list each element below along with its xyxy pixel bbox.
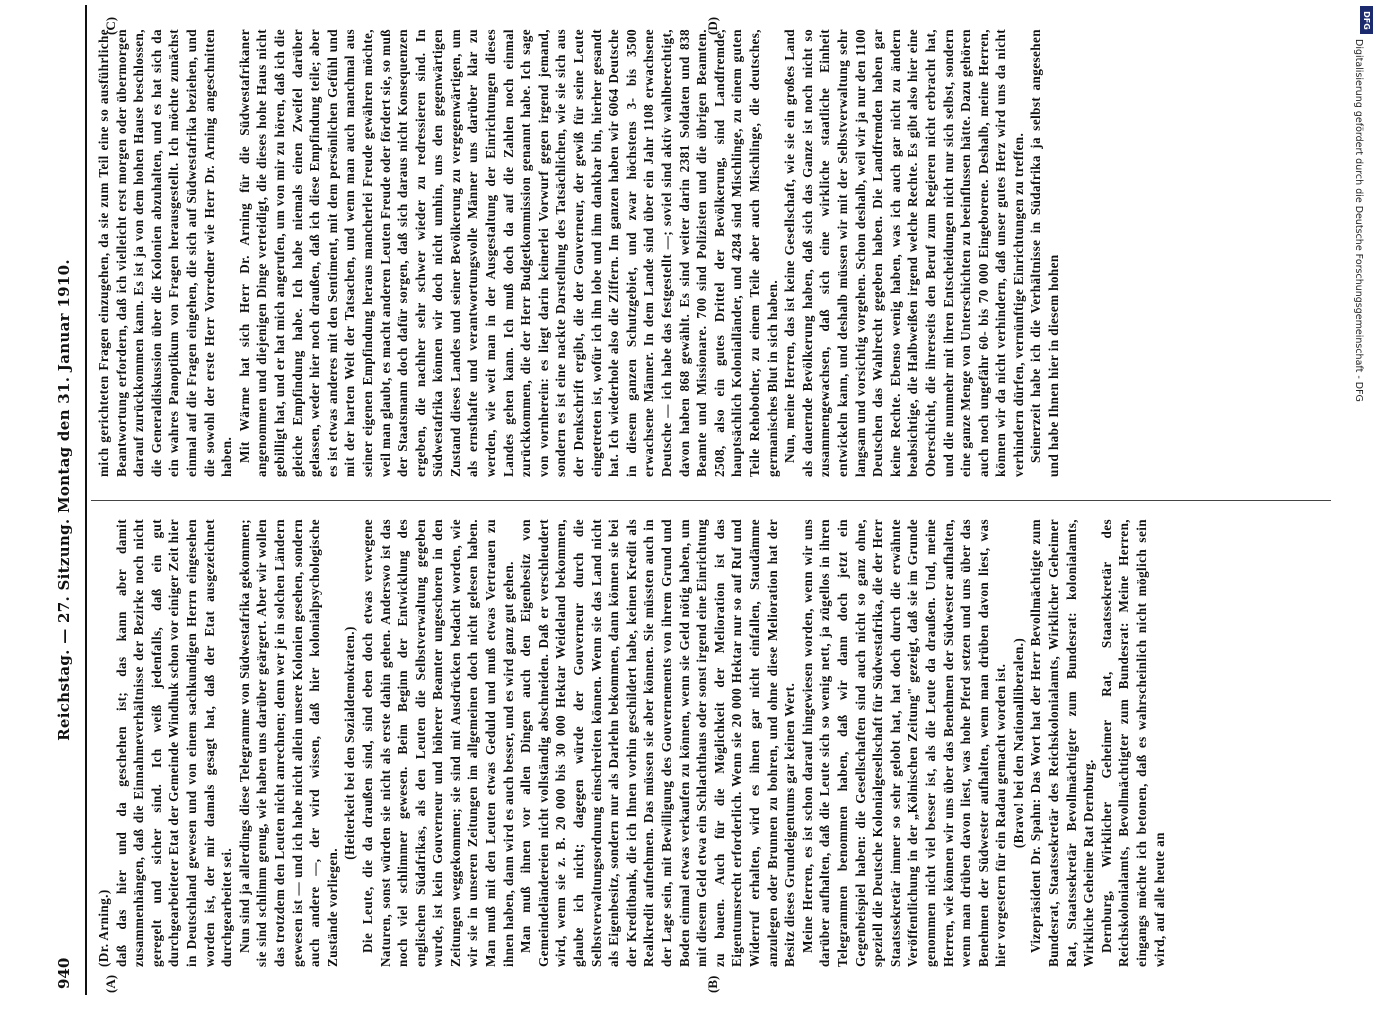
rotated-page <box>45 5 1345 995</box>
margin-marker-a: (A) <box>103 974 118 993</box>
paragraph: Seinerzeit habe ich die Verhältnisse in Südafrika ja selbst angesehen und habe Ihnen hier in diesem hohen <box>1028 29 1062 477</box>
right-column <box>95 29 1325 477</box>
page-number: 940 <box>55 957 73 989</box>
paragraph: Meine Herren, es ist schon darauf hingewiesen worden, wenn wir uns darüber aufhalten, daß die Leute sich so wenig nett, ja zügellos in ihren Telegrammen benommen haben, daß wir dann doch jetzt ein Gegenbeispiel haben: die Gesellschaften sind auch nicht so ganz ohne, speziell die Deutsche Kolonialgesellschaft für Südwestafrika, die der Herr Staatssekretär immer so sehr gelobt hat, hat doch durch die erwähnte Veröffentlichung in der „Kölnischen Zeitung" gezeigt, daß sie im Grunde genommen nicht viel besser ist, als die Leute da draußen. Und, meine Herren, wie können wir uns über das Benehmen der Südwester aufhalten, wenn man drüben davon liest, was hohe Pferd setzen und uns über das Benehmen der Südwester aufhalten, wenn man drüben davon liest, was hier vorgestern für ein Radau gemacht worden ist. <box>799 519 1009 967</box>
paragraph: Vizepräsident Dr. Spahn: Das Wort hat der Herr Bevollmächtigte zum Bundesrat, Staatssekretär des Reichskolonialamts, Wirklicher Geheimer Rat, Staatssekretär Bevollmächtigter zum Bundesrat: kolonialamts, Wirkliche Geheime Rat Dernburg. <box>1028 519 1097 967</box>
paragraph: Dernburg, Wirklicher Geheimer Rat, Staatssekretär des Reichskolonialamts, Bevollmächtigter zum Bundesrat: Meine Herren, eingangs möchte ich betonen, daß es wahrscheinlich nicht möglich sein wird, auf alle heute an <box>1098 519 1167 967</box>
dfg-notice-strip <box>1350 5 1368 995</box>
left-column <box>95 519 1325 967</box>
dfg-logo-text: DFG <box>1362 10 1372 30</box>
page-header <box>45 5 85 995</box>
page-title: Reichstag. — 27. Sitzung. Montag den 31. Januar 1910. <box>55 259 73 741</box>
interjection: (Heiterkeit bei den Sozialdemokraten.) <box>342 626 358 860</box>
paragraph: Man muß ihnen vor allen Dingen auch den Eigenbesitz von Gemeindeländereien nicht vollständig abschneiden. Daß er verschleudert wird, wenn sie z. B. 20 000 bis 30 000 Hektar Weideland bekommen, glaube ich nicht; dagegen würde der Gouverneur durch die Selbstverwaltungsordnung einschreiten können. Wenn sie das Land nicht als Eigenbesitz, sondern nur als Darlehn bekommen, dann können sie bei der Kreditbank, die ich Ihnen vorhin geschildert habe, keinen Kredit als Realkredit aufnehmen. Das müssen sie aber können. Sie müssten auch in der Lage sein, mit Bewilligung des Gouvernements von ihrem Grund und Boden einmal etwas verkaufen zu können, wenn sie Geld nötig haben, um mit diesem Geld etwa ein Schlachthaus oder sonst irgend eine Einrichtung zu bauen. Auch für die Möglichkeit der Melioration ist das Eigentumsrecht erforderlich. Wenn sie 20 000 Hektar nur so auf Ruf und Widerruf erhalten, wird es ihnen gar nicht einfallen, Staudämme anzulegen oder Brunnen zu bohren, und ohne diese Melioration hat der Besitz dieses Grundeigentums gar keinen Wert. <box>518 519 798 967</box>
interjection: (Bravo! bei den Nationalliberalen.) <box>1010 637 1026 849</box>
paragraph: daß das hier und da geschehen ist; das kann aber damit zusammenhängen, daß die Einnahmeverhältnisse der Bezirke noch nicht geregelt und sicher sind. Ich weiß jedenfalls, daß ein gut durchgearbeiteter Etat der Gemeinde Windhuk schon vor einiger Zeit hier in Deutschland gewesen und von einem sachkundigen Herrn eingesehen worden ist, der mir damals gesagt hat, daß der Etat ausgezeichnet durchgearbeitet sei. <box>113 519 235 967</box>
paragraph: mich gerichteten Fragen einzugehen, da sie zum Teil eine so ausführliche Beantwortung erfordern, daß ich vielleicht erst morgen oder übermorgen darauf zurückkommen kann. Es ist ja von dem hohen Hause beschlossen, die Generaldiskussion über die Kolonien abzuhalten, und es hat sich da ein wahres Panoptikum von Fragen herausgestellt. Ich möchte zunächst einmal auf die Fragen eingehen, die sich auf Südwestafrika beziehen, und die sowohl der erste Herr Vorredner wie Herr Dr. Arning angeschnitten haben. <box>96 29 235 477</box>
margin-marker-d: (D) <box>705 16 720 35</box>
paragraph: Die Leute, die da draußen sind, sind eben doch etwas verwegene Naturen, sonst würden sie nicht als erste dahin gehen. Anderswo ist das noch viel schlimmer gewesen. Beim Beginn der Entwicklung des englischen Südafrikas, als den Leuten die Selbstverwaltung gegeben wurde, ist kein Gouverneur und höherer Beamter ungeschoren in den Zeitungen weggekommen; sie sind mit Ausdrücken bedacht worden, wie wir sie in unseren Zeitungen im allgemeinen doch nicht gelesen haben. Man muß mit den Leuten etwas Geduld und muß etwas Vertrauen zu ihnen haben, dann wird es auch besser, und es wird ganz gut gehen. <box>359 519 516 967</box>
column-divider <box>91 500 1331 501</box>
margin-marker-c: (C) <box>103 16 118 35</box>
paragraph: Nun sind ja allerdings diese Telegramme von Südwestafrika gekommen; sie sind schlimm genug, wie haben uns darüber geärgert. Aber wir wollen das trotzdem den Leuten nicht anrechnen; denn wer je in solchen Ländern gewesen ist — und ich habe nicht allein unsere Kolonien gesehen, sondern auch andere —, der wird wissen, daß hier kolonialpsychologische Zustände vorliegen. <box>236 519 340 967</box>
paragraph: Mit Wärme hat sich Herr Dr. Arning für die Südwestafrikaner angenommen und diejenigen Dinge verteidigt, die dieses hohe Haus nicht gebilligt hat, und er hat mich angerufen, um von mir zu hören, daß ich die gleiche Empfindung habe. Ich habe niemals einen Zweifel darüber gelassen, weder hier noch draußen, daß ich diese Empfindung teile; aber es ist etwas anderes mit den Sentiment, mit dem persönlichen Gefühl und mit der harten Welt der Tatsachen, und wenn man auch manchmal aus seiner eigenen Empfindung heraus mancherlei Freude gewähren möchte, weil man glaubt, es macht anderen Leuten Freude oder fördert sie, so muß der Staatsmann doch dafür sorgen, daß sich daraus nicht Konsequenzen ergeben, die nachher sehr schwer wieder zu redressieren sind. In Südwestafrika können wir doch nicht umhin, uns den gegenwärtigen Zustand dieses Landes und seiner Bevölkerung zu vergegenwärtigen, um als ernsthafte und verantwortungsvolle Männer uns darüber klar zu werden, wie weit man in der Ausgestaltung der Einrichtungen dieses Landes gehen kann. Ich muß doch da auf die Zahlen noch einmal zurückkommen, die der Herr Budgetkommission genannt habe. Ich sage von vornherein: es liegt darin keinerlei Vorwurf gegen irgend jemand, sondern es ist eine nackte Darstellung des Tatsächlichen, wie sie sich aus der Denkschrift ergibt, die der Gouverneur, der gewiß für seine Leute eingetreten ist, wofür ich ihn lobe und ihm dankbar bin, hierher gesandt hat. Ich wiederhole also die Ziffern. Im ganzen haben wir 6064 Deutsche in diesem ganzen Schutzgebiet, und zwar höchstens 3- bis 3500 erwachsene Männer. In dem Lande sind über ein Jahr 1108 erwachsene Deutsche — ich habe das festgestellt —; soviel sind aktiv wahlberechtigt, davon haben 868 gewählt. Es sind weiter darin 2381 Soldaten und 838 Beamte und Missionare. 700 sind Polizisten und die übrigen Beamten. 2508, also ein gutes Drittel der Bevölkerung, sind Landfremde, hauptsächlich Kolonialländer, und 4284 sind Mischlinge, zu einem guten Teile Rehobother, zu einem Teile aber auch Mischlinge, die deutsches, germanisches Blut in sich haben. <box>236 29 780 477</box>
dfg-notice: Digitalisierung gefördert durch die Deutsche Forschungsgemeinschaft - DFG <box>1353 39 1364 402</box>
header-rule <box>85 5 87 995</box>
paragraph: Nun, meine Herren, das ist keine Gesellschaft, wie sie ein großes Land als dauernde Bevölkerung haben, daß sich das Ganze ist noch nicht so zusammengewachsen, daß sich eine wirkliche staatliche Einheit entwickeln kann, und deshalb müssen wir mit der Selbstverwaltung sehr langsam und vorsichtig vorgehen. Schon deshalb, weil wir ja nur den 1100 Deutschen das Wahlrecht gegeben haben. Die Landfremden haben gar keine Rechte. Ebenso wenig haben, was ich auch gar nicht zu ändern beabsichtige, die Halbweißen irgend welche Rechte. Es gibt also hier eine Oberschicht, die ihrerseits den Beruf zum Regieren nicht erbracht hat, und die nunmehr mit ihren Entscheidungen nicht nur sich selbst, sondern eine ganze Menge von Unterschichten zu beeinflussen hätte. Dazu gehören auch noch ungefähr 60- bis 70 000 Eingeborene. Deshalb, meine Herren, können wir da nicht verhindern, daß unser gutes Herz wird uns da nicht verhindern dürfen, vernünftige Einrichtungen zu treffen. <box>782 29 1026 477</box>
margin-marker-b: (B) <box>705 975 720 993</box>
speaker-tag: (Dr. Arning.) <box>96 889 111 967</box>
